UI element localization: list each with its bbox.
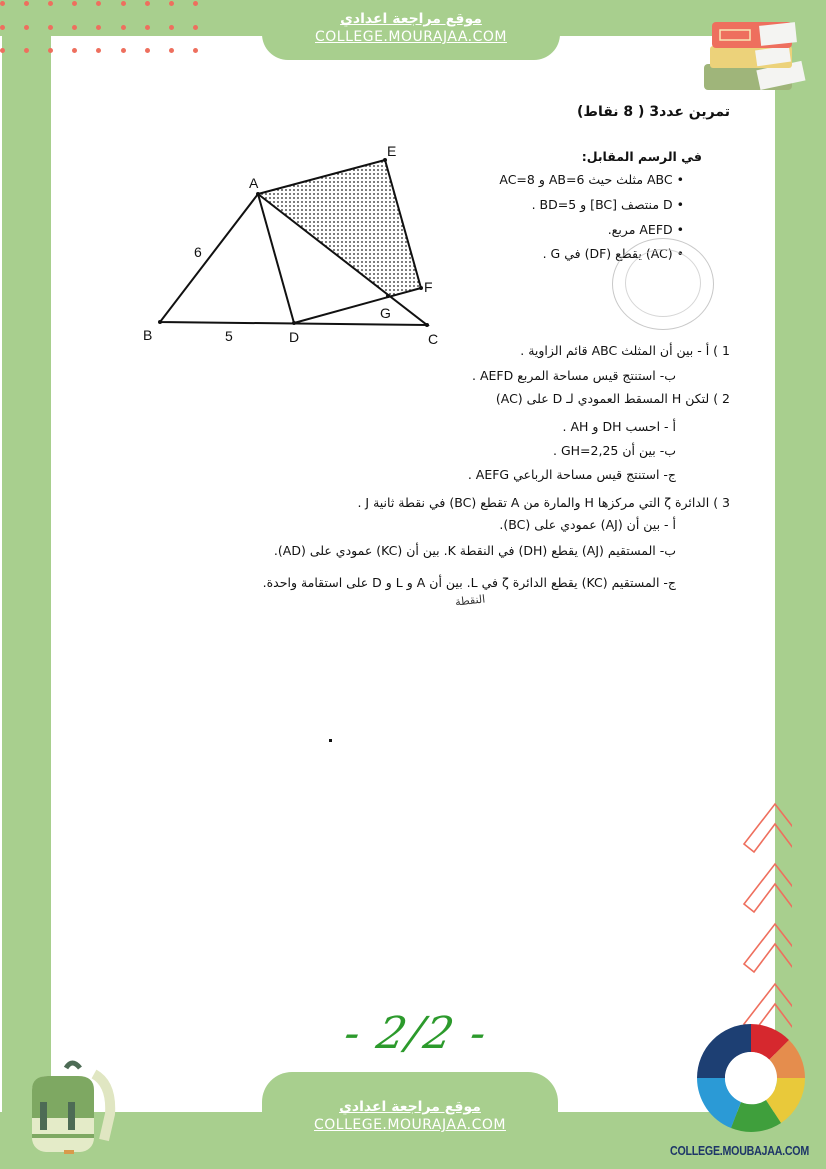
backpack-icon [16,1054,116,1154]
point-label-g: G [380,305,391,321]
length-label-bd: 5 [225,328,233,344]
chevron-up-decoration-icon [732,792,792,1032]
given-item: • ABC مثلث حيث AB=6 و AC=8 [499,172,684,187]
exercise-title: تمرين عدد3 ( 8 نقاط) [577,104,730,120]
footer-site-name[interactable]: موقع مراجعة اعدادي [339,1099,481,1115]
footer-logo-text: COLLEGE.MOUBAJAA.COM [670,1143,810,1158]
page-number: - 2/2 - [339,1008,493,1059]
question-1a: 1 ) أ - بين أن المثلث ABC قائم الزاوية . [520,343,730,358]
given-item: • D منتصف [BC] و BD=5 . [531,197,684,212]
point-label-a: A [249,175,259,191]
handwritten-note: النقطة [454,592,486,609]
school-ring-logo-icon [695,1022,807,1134]
question-2b: ب- بين أن GH=2,25 . [553,443,676,458]
question-1b: ب- استنتج قيس مساحة المربع AEFD . [472,368,676,383]
question-3: 3 ) الدائرة ζ التي مركزها H والمارة من A تقطع (BC) في نقطة ثانية J . [357,495,730,510]
question-3a: أ - بين أن (AJ) عمودي على (BC). [499,517,676,532]
point-label-e: E [387,143,397,159]
question-3b: ب- المستقيم (AJ) يقطع (DH) في النقطة K. بين أن (KC) عمودي على (AD). [273,543,676,558]
header-site-name[interactable]: موقع مراجعة اعدادي [340,11,482,27]
point-label-f: F [424,279,433,295]
shaded-quadrilateral-aefg [258,160,421,296]
question-2c: ج- استنتج قيس مساحة الرباعي AEFG . [467,467,676,482]
point-label-b: B [143,327,153,343]
given-item: • AEFD مربع. [607,222,684,237]
given-item: • (AC) يقطع (DF) في G . [542,246,684,261]
question-3c: ج- المستقيم (KC) يقطع الدائرة ζ في L. بين أن A و L و D على استقامة واحدة. [262,575,676,590]
geometry-figure [0,0,826,400]
stray-mark [329,739,332,742]
question-2: 2 ) لتكن H المسقط العمودي لـ D على (AC) [495,391,730,406]
length-label-ab: 6 [194,244,202,260]
header-site-url[interactable]: COLLEGE.MOURAJAA.COM [315,29,507,45]
point-label-c: C [428,331,439,347]
question-2a: أ - احسب DH و AH . [562,419,676,434]
exercise-intro: في الرسم المقابل: [581,149,702,164]
footer-site-banner[interactable] [262,1072,558,1169]
footer-site-url[interactable]: COLLEGE.MOURAJAA.COM [314,1117,506,1133]
point-label-d: D [289,329,300,345]
